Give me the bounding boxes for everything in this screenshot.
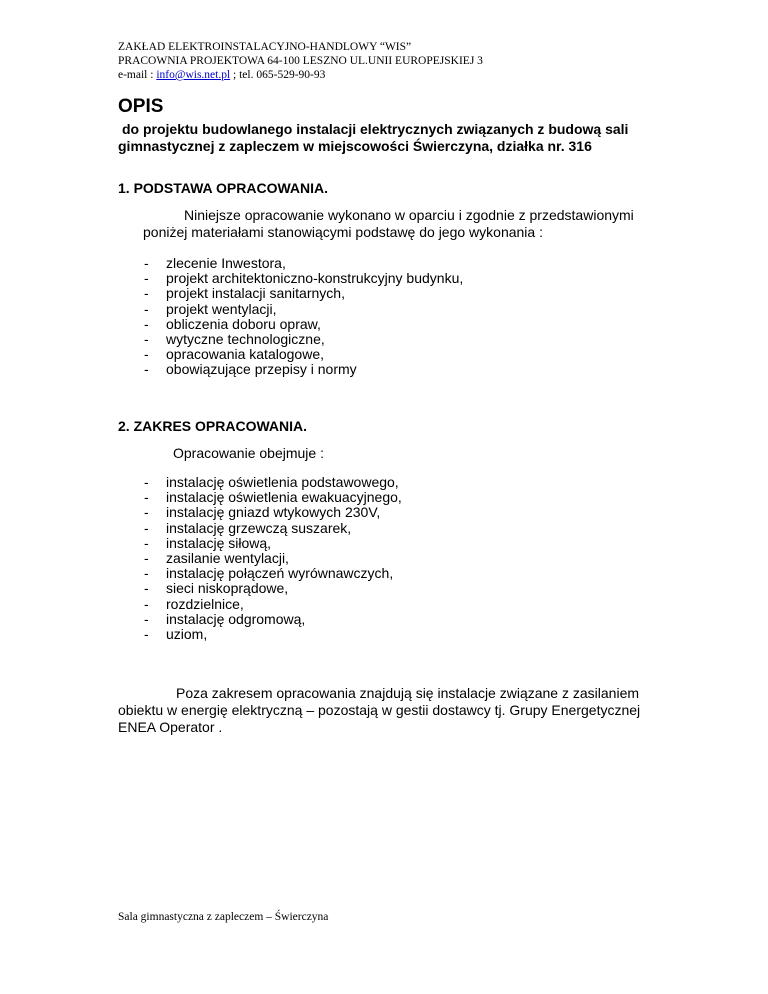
list-item-text: wytyczne technologiczne, xyxy=(166,331,325,348)
list-item-text: instalację grzewczą suszarek, xyxy=(166,519,352,536)
bullet-dash: - xyxy=(144,504,149,521)
list-item xyxy=(118,302,463,317)
contact-line xyxy=(118,68,483,82)
bullet-dash: - xyxy=(144,610,149,627)
closing-line-3: ENEA Operator . xyxy=(118,719,223,735)
list-item-text: zlecenie Inwestora, xyxy=(166,255,286,271)
list-item xyxy=(118,627,402,642)
bullet-dash: - xyxy=(144,361,149,378)
section-2-list xyxy=(118,475,402,642)
list-item-text: uziom, xyxy=(166,626,208,643)
email-label: e-mail : xyxy=(118,69,157,81)
bullet-dash: - xyxy=(144,255,149,271)
bullet-dash: - xyxy=(144,595,149,612)
list-item xyxy=(118,566,402,581)
bullet-dash: - xyxy=(144,489,149,506)
phone-text: ; tel. 065-529-90-93 xyxy=(230,69,326,81)
page-footer: Sala gimnastyczna z zapleczem – Świerczyna xyxy=(118,911,329,923)
email-link[interactable]: info@wis.net.pl xyxy=(156,69,231,81)
document-subtitle xyxy=(118,121,678,155)
bullet-dash: - xyxy=(144,534,149,551)
company-name: ZAKŁAD ELEKTROINSTALACYJNO-HANDLOWY “WIS” xyxy=(118,41,412,53)
list-item xyxy=(118,505,402,520)
list-item-text: opracowania katalogowe, xyxy=(166,346,324,363)
list-item-text: instalację odgromową, xyxy=(166,610,306,627)
list-item-text: rozdzielnice, xyxy=(166,595,244,612)
bullet-dash: - xyxy=(144,300,149,317)
closing-line-1: Poza zakresem opracowania znajdują się instalacje związane z zasilaniem xyxy=(176,685,640,701)
list-item xyxy=(118,256,463,271)
list-item-text: projekt architektoniczno-konstrukcyjny budynku, xyxy=(166,270,464,287)
list-item-text: projekt wentylacji, xyxy=(166,300,277,317)
section-1-intro-line-1: Niniejsze opracowanie wykonano w oparciu i zgodnie z przedstawionymi xyxy=(184,207,634,223)
bullet-dash: - xyxy=(144,315,149,332)
list-item-text: instalację siłową, xyxy=(166,534,272,551)
list-item-text: instalację oświetlenia podstawowego, xyxy=(166,474,399,490)
section-1-intro-line-2: poniżej materiałami stanowiącymi podstawę do jego wykonania : xyxy=(143,224,543,240)
bullet-dash: - xyxy=(144,346,149,363)
list-item-text: zasilanie wentylacji, xyxy=(166,550,289,567)
list-item-text: projekt instalacji sanitarnych, xyxy=(166,285,345,302)
list-item xyxy=(118,271,463,286)
list-item xyxy=(118,475,402,490)
list-item xyxy=(118,551,402,566)
list-item-text: obowiązujące przepisy i normy xyxy=(166,361,357,378)
company-header xyxy=(118,40,483,82)
list-item-text: instalację połączeń wyrównawczych, xyxy=(166,565,394,582)
section-1-intro xyxy=(143,207,682,241)
bullet-dash: - xyxy=(144,580,149,597)
section-1-heading: 1. PODSTAWA OPRACOWANIA. xyxy=(118,180,329,196)
list-item-text: instalację oświetlenia ewakuacyjnego, xyxy=(166,489,402,506)
bullet-dash: - xyxy=(144,331,149,348)
bullet-dash: - xyxy=(144,474,149,490)
closing-line-2: obiektu w energię elektryczną – pozostają w gestii dostawcy tj. Grupy Energetycznej xyxy=(118,702,641,718)
list-item xyxy=(118,581,402,596)
list-item xyxy=(118,536,402,551)
list-item xyxy=(118,490,402,505)
subtitle-line-1: do projektu budowlanego instalacji elektrycznych związanych z budową sali xyxy=(122,121,629,137)
list-item-text: sieci niskoprądowe, xyxy=(166,580,289,597)
list-item xyxy=(118,521,402,536)
list-item xyxy=(118,612,402,627)
section-1-list xyxy=(118,256,463,378)
list-item xyxy=(118,362,463,377)
bullet-dash: - xyxy=(144,285,149,302)
bullet-dash: - xyxy=(144,626,149,643)
list-item xyxy=(118,286,463,301)
section-2-heading: 2. ZAKRES OPRACOWANIA. xyxy=(118,418,308,434)
closing-paragraph xyxy=(118,685,682,736)
list-item xyxy=(118,317,463,332)
subtitle-line-2: gimnastycznej z zapleczem w miejscowości Świerczyna, działka nr. 316 xyxy=(118,138,592,154)
bullet-dash: - xyxy=(144,550,149,567)
company-address: PRACOWNIA PROJEKTOWA 64-100 LESZNO UL.UNII EUROPEJSKIEJ 3 xyxy=(118,55,483,67)
list-item-text: instalację gniazd wtykowych 230V, xyxy=(166,504,381,521)
section-2-intro: Opracowanie obejmuje : xyxy=(173,445,324,461)
bullet-dash: - xyxy=(144,565,149,582)
bullet-dash: - xyxy=(144,270,149,287)
bullet-dash: - xyxy=(144,519,149,536)
list-item xyxy=(118,347,463,362)
list-item xyxy=(118,597,402,612)
list-item xyxy=(118,332,463,347)
list-item-text: obliczenia doboru opraw, xyxy=(166,315,321,332)
document-title: OPIS xyxy=(118,96,164,117)
